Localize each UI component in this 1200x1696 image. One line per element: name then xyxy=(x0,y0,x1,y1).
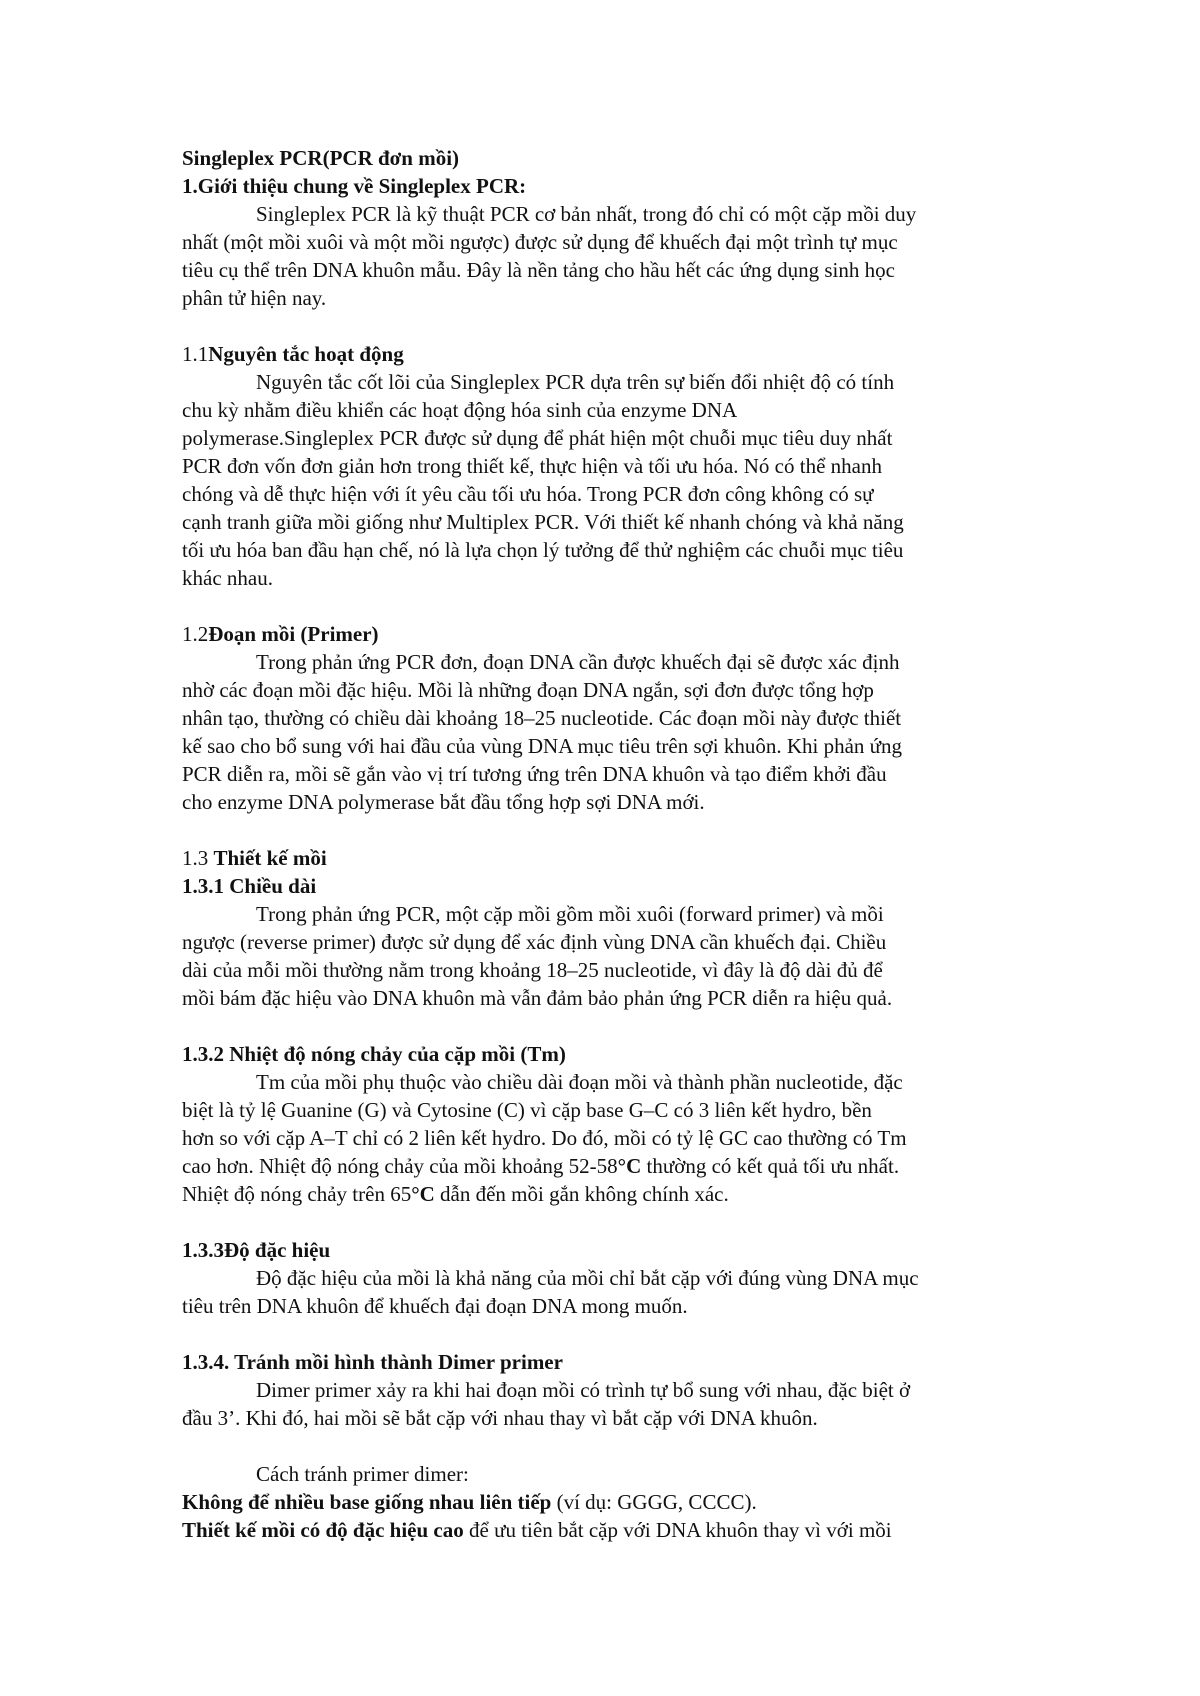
section-1-2-line: cho enzyme DNA polymerase bắt đầu tổng hợp sợi DNA mới. xyxy=(182,790,705,814)
section-1-1-line: chóng và dễ thực hiện với ít yêu cầu tối ưu hóa. Trong PCR đơn công không có sự xyxy=(182,482,874,506)
document-page xyxy=(182,144,1030,1544)
section-number: 1.3 xyxy=(182,846,214,870)
section-number: 1.2 xyxy=(182,622,209,646)
degree-unit: °C xyxy=(617,1154,642,1178)
section-1-3-2-line xyxy=(182,1152,1030,1180)
section-1-3-4-heading: 1.3.4. Tránh mồi hình thành Dimer primer xyxy=(182,1350,563,1374)
text-run: Nhiệt độ nóng chảy trên 65 xyxy=(182,1182,412,1206)
avoid-dimer-intro: Cách tránh primer dimer: xyxy=(256,1462,469,1486)
section-1-line: Singleplex PCR là kỹ thuật PCR cơ bản nhất, trong đó chỉ có một cặp mồi duy xyxy=(256,202,917,226)
section-number: 1.1 xyxy=(182,342,209,366)
section-1-2-line: Trong phản ứng PCR đơn, đoạn DNA cần được khuếch đại sẽ được xác định xyxy=(256,650,900,674)
section-1-line: nhất (một mồi xuôi và một mồi ngược) được sử dụng để khuếch đại một trình tự mục xyxy=(182,230,898,254)
section-1-1-line: tối ưu hóa ban đầu hạn chế, nó là lựa chọn lý tưởng để thử nghiệm các chuỗi mục tiêu xyxy=(182,538,904,562)
section-1-3-1-heading: 1.3.1 Chiều dài xyxy=(182,874,317,898)
section-1-line: tiêu cụ thể trên DNA khuôn mẫu. Đây là nền tảng cho hầu hết các ứng dụng sinh học xyxy=(182,258,895,282)
tip-bold: Thiết kế mồi có độ đặc hiệu cao xyxy=(182,1518,464,1542)
spacer xyxy=(182,312,1030,340)
text-run: cao hơn. Nhiệt độ nóng chảy của mồi khoảng 52-58 xyxy=(182,1154,618,1178)
spacer xyxy=(182,816,1030,844)
tip-item xyxy=(182,1516,1030,1544)
section-1-3-1-line: dài của mỗi mồi thường nằm trong khoảng 18–25 nucleotide, vì đây là độ dài đủ để xyxy=(182,958,883,982)
section-title: Nguyên tắc hoạt động xyxy=(208,342,404,366)
section-1-1-heading xyxy=(182,340,1030,368)
degree-unit: °C xyxy=(411,1182,435,1206)
section-1-3-3-heading: 1.3.3Độ đặc hiệu xyxy=(182,1238,331,1262)
section-1-3-3-line: tiêu trên DNA khuôn để khuếch đại đoạn DNA mong muốn. xyxy=(182,1294,688,1318)
spacer xyxy=(182,592,1030,620)
section-1-3-2-heading: 1.3.2 Nhiệt độ nóng chảy của cặp mồi (Tm) xyxy=(182,1042,566,1066)
section-1-2-line: nhờ các đoạn mồi đặc hiệu. Mồi là những đoạn DNA ngắn, sợi đơn được tổng hợp xyxy=(182,678,874,702)
section-title: Thiết kế mồi xyxy=(213,846,327,870)
section-1-heading: 1.Giới thiệu chung về Singleplex PCR: xyxy=(182,174,527,198)
section-1-2-line: PCR diễn ra, mồi sẽ gắn vào vị trí tương ứng trên DNA khuôn và tạo điểm khởi đầu xyxy=(182,762,887,786)
section-1-3-4-line: đầu 3’. Khi đó, hai mồi sẽ bắt cặp với nhau thay vì bắt cặp với DNA khuôn. xyxy=(182,1406,818,1430)
section-1-3-1-line: mồi bám đặc hiệu vào DNA khuôn mà vẫn đảm bảo phản ứng PCR diễn ra hiệu quả. xyxy=(182,986,893,1010)
section-1-3-2-line xyxy=(182,1180,1030,1208)
section-1-2-line: kế sao cho bổ sung với hai đầu của vùng DNA mục tiêu trên sợi khuôn. Khi phản ứng xyxy=(182,734,903,758)
section-1-3-2-line: biệt là tỷ lệ Guanine (G) và Cytosine (C) vì cặp base G–C có 3 liên kết hydro, bền xyxy=(182,1098,872,1122)
tip-item xyxy=(182,1488,1030,1516)
section-1-line: phân tử hiện nay. xyxy=(182,286,327,310)
tip-text: để ưu tiên bắt cặp với DNA khuôn thay vì với mồi xyxy=(463,1518,892,1542)
text-run: dẫn đến mồi gắn không chính xác. xyxy=(434,1182,729,1206)
section-1-3-1-line: ngược (reverse primer) được sử dụng để xác định vùng DNA cần khuếch đại. Chiều xyxy=(182,930,887,954)
section-1-1-line: Nguyên tắc cốt lõi của Singleplex PCR dựa trên sự biến đổi nhiệt độ có tính xyxy=(256,370,895,394)
tip-bold: Không để nhiều base giống nhau liên tiếp xyxy=(182,1490,552,1514)
document-title: Singleplex PCR(PCR đơn mồi) xyxy=(182,146,460,170)
section-1-2-heading xyxy=(182,620,1030,648)
section-1-3-4-line: Dimer primer xảy ra khi hai đoạn mồi có trình tự bổ sung với nhau, đặc biệt ở xyxy=(256,1378,911,1402)
spacer xyxy=(182,1208,1030,1236)
section-1-1-line: chu kỳ nhằm điều khiển các hoạt động hóa sinh của enzyme DNA xyxy=(182,398,738,422)
section-1-3-3-line: Độ đặc hiệu của mồi là khả năng của mồi chỉ bắt cặp với đúng vùng DNA mục xyxy=(256,1266,919,1290)
section-1-3-2-line: hơn so với cặp A–T chỉ có 2 liên kết hydro. Do đó, mồi có tỷ lệ GC cao thường có Tm xyxy=(182,1126,907,1150)
section-1-3-1-line: Trong phản ứng PCR, một cặp mồi gồm mồi xuôi (forward primer) và mồi xyxy=(256,902,884,926)
tip-text: (ví dụ: GGGG, CCCC). xyxy=(551,1490,757,1514)
section-1-3-2-line: Tm của mồi phụ thuộc vào chiều dài đoạn mồi và thành phần nucleotide, đặc xyxy=(256,1070,903,1094)
section-1-1-line: cạnh tranh giữa mồi giống như Multiplex PCR. Với thiết kế nhanh chóng và khả năng xyxy=(182,510,904,534)
spacer xyxy=(182,1320,1030,1348)
section-title: Đoạn mồi (Primer) xyxy=(208,622,379,646)
spacer xyxy=(182,1012,1030,1040)
section-1-3-heading xyxy=(182,844,1030,872)
section-1-1-line: PCR đơn vốn đơn giản hơn trong thiết kế, thực hiện và tối ưu hóa. Nó có thể nhanh xyxy=(182,454,882,478)
section-1-1-line: polymerase.Singleplex PCR được sử dụng để phát hiện một chuỗi mục tiêu duy nhất xyxy=(182,426,893,450)
section-1-1-line: khác nhau. xyxy=(182,566,273,590)
spacer xyxy=(182,1432,1030,1460)
section-1-2-line: nhân tạo, thường có chiều dài khoảng 18–25 nucleotide. Các đoạn mồi này được thiết xyxy=(182,706,902,730)
text-run: thường có kết quả tối ưu nhất. xyxy=(641,1154,900,1178)
